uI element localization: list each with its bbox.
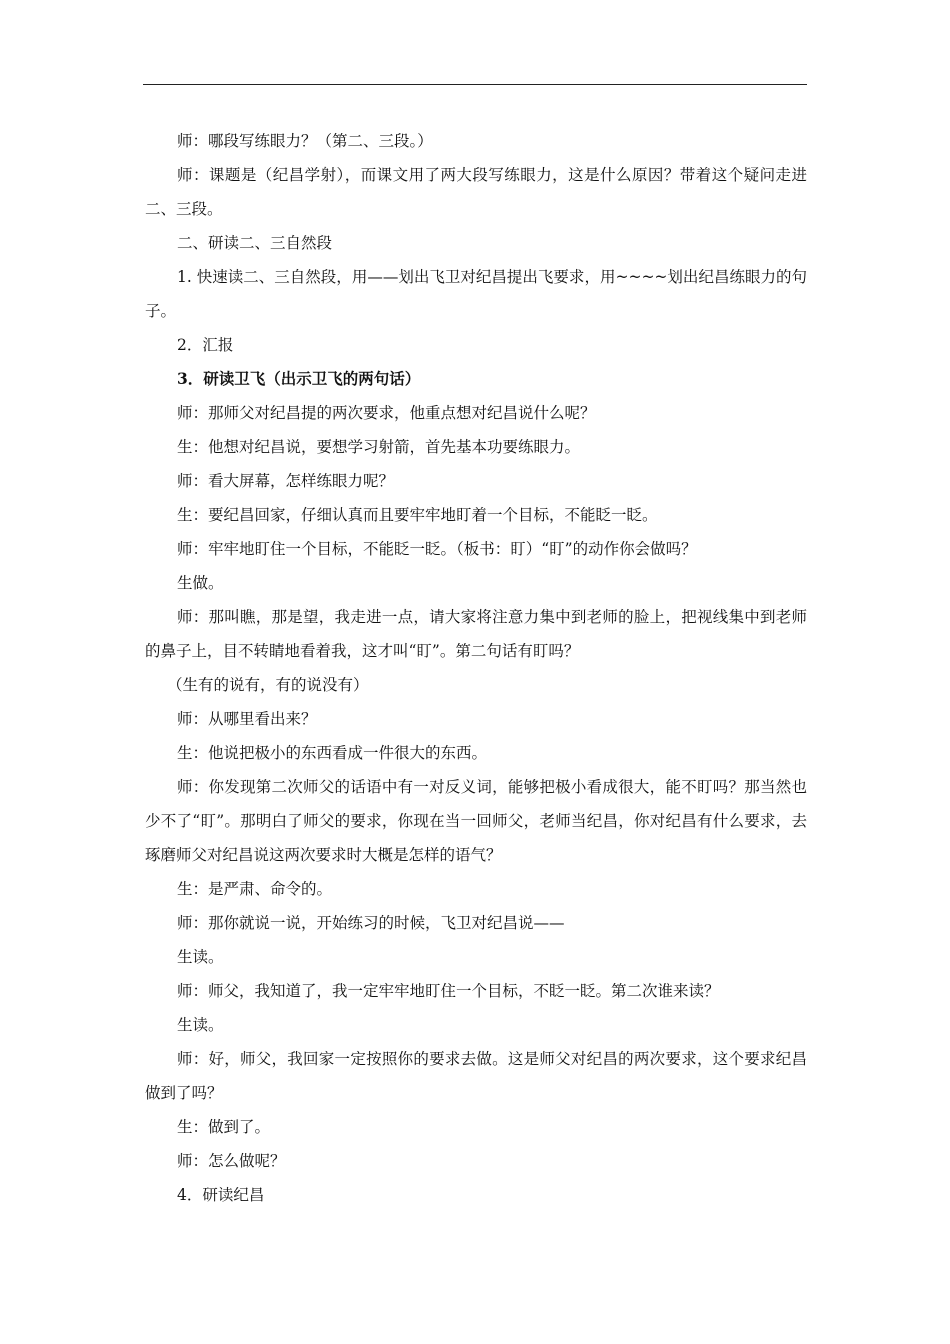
step-heading: 3．研读卫飞（出示卫飞的两句话）: [177, 369, 421, 388]
step-item: 1. 快速读二、三自然段，用——划出飞卫对纪昌提出飞要求，用~~~~划出纪昌练眼力的句子。: [145, 268, 807, 320]
header-rule: [143, 84, 807, 85]
document-body: [145, 124, 807, 1212]
dialogue-line: 生：做到了。: [177, 1118, 271, 1136]
dialogue-line: 师：看大屏幕，怎样练眼力呢？: [177, 472, 395, 490]
dialogue-line: 生：他想对纪昌说，要想学习射箭，首先基本功要练眼力。: [177, 438, 581, 456]
stage-note: （生有的说有，有的说没有）: [167, 676, 369, 694]
dialogue-line: 师：好，师父，我回家一定按照你的要求去做。这是师父对纪昌的两次要求，这个要求纪昌做到了吗？: [145, 1050, 807, 1102]
dialogue-line: 师：牢牢地盯住一个目标，不能眨一眨。（板书：盯）“盯”的动作你会做吗？: [177, 540, 697, 558]
dialogue-line: 师：那叫瞧，那是望，我走进一点，请大家将注意力集中到老师的脸上，把视线集中到老师的鼻子上，目不转睛地看着我，这才叫“盯”。第二句话有盯吗？: [145, 608, 807, 660]
dialogue-line: 师：那师父对纪昌提的两次要求，他重点想对纪昌说什么呢？: [177, 404, 596, 422]
dialogue-line: 生：他说把极小的东西看成一件很大的东西。: [177, 744, 488, 762]
dialogue-line: 生读。: [177, 1016, 224, 1034]
section-heading: 二、研读二、三自然段: [177, 234, 333, 252]
dialogue-line: 师：从哪里看出来？: [177, 710, 317, 728]
step-item: 4．研读纪昌: [177, 1186, 265, 1204]
dialogue-line: 师：那你就说一说，开始练习的时候，飞卫对纪昌说——: [177, 914, 565, 932]
dialogue-line: 生：是严肃、命令的。: [177, 880, 333, 898]
dialogue-line: 生读。: [177, 948, 224, 966]
dialogue-line: 师：课题是（纪昌学射），而课文用了两大段写练眼力，这是什么原因？带着这个疑问走进二、三段。: [145, 166, 807, 218]
dialogue-line: 生做。: [177, 574, 224, 592]
dialogue-line: 生：要纪昌回家，仔细认真而且要牢牢地盯着一个目标，不能眨一眨。: [177, 506, 658, 524]
dialogue-line: 师：怎么做呢？: [177, 1152, 286, 1170]
dialogue-line: 师：师父，我知道了，我一定牢牢地盯住一个目标，不眨一眨。第二次谁来读？: [177, 982, 720, 1000]
step-item: 2．汇报: [177, 336, 234, 354]
dialogue-line: 师：你发现第二次师父的话语中有一对反义词，能够把极小看成很大，能不盯吗？那当然也少不了“盯”。那明白了师父的要求，你现在当一回师父，老师当纪昌，你对纪昌有什么要求，去琢磨师父对纪昌说这两次要求时大概是怎样的语气？: [145, 778, 807, 864]
dialogue-line: 师：哪段写练眼力？（第二、三段。）: [177, 132, 433, 150]
